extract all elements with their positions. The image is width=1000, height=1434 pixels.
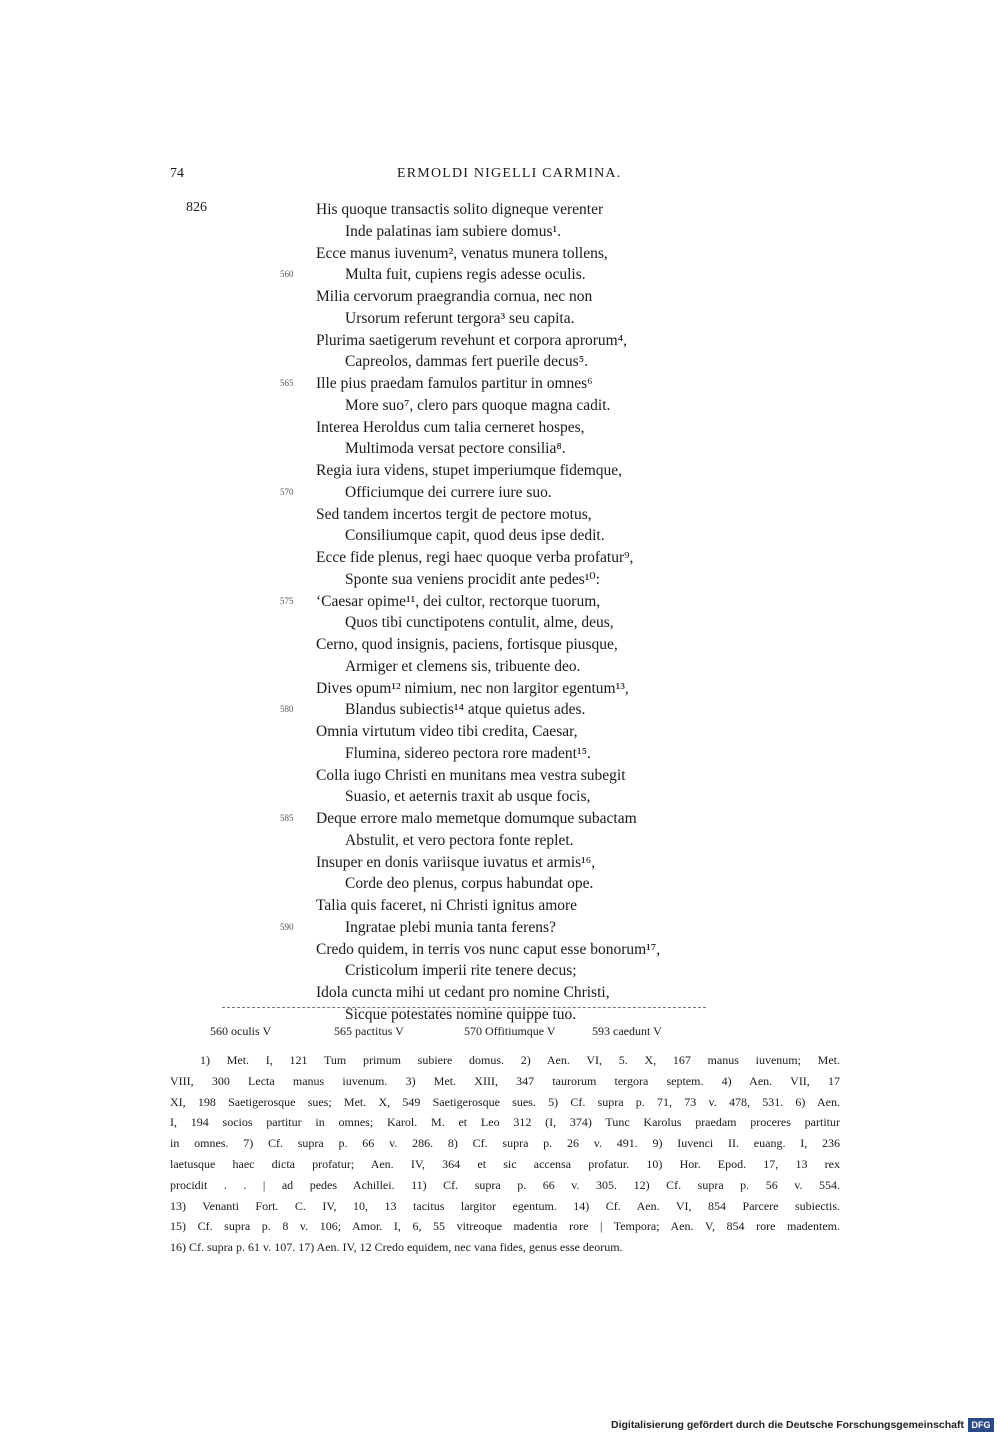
footnotes [170, 1050, 840, 1258]
verse-text: Milia cervorum praegrandia cornua, nec non [316, 288, 593, 305]
footnote-line: VIII, 300 Lecta manus iuvenum. 3) Met. XIII, 347 taurorum tergora septem. 4) Aen. VII, 17 [170, 1073, 840, 1088]
verse-text: Cerno, quod insignis, paciens, fortisque piusque, [316, 636, 618, 653]
verse-text: Sicque potestates nomine quippe tuo. [345, 1005, 577, 1023]
verse-text: Blandus subiectis¹⁴ atque quietus ades. [345, 701, 586, 719]
verse-text: Ecce fide plenus, regi haec quoque verba profatur⁹, [316, 549, 634, 566]
verse-text: Idola cuncta mihi ut cedant pro nomine Christi, [316, 984, 610, 1001]
verse-line [0, 286, 1000, 308]
verse-text: ‘Caesar opime¹¹, dei cultor, rectorque tuorum, [316, 592, 601, 610]
funding-notice: Digitalisierung gefördert durch die Deutsche Forschungsgemeinschaft [611, 1419, 964, 1431]
verse-line [0, 547, 1000, 569]
verse-text: Interea Heroldus cum talia cerneret hospes, [316, 418, 585, 436]
verse-text: Inde palatinas iam subiere domus¹. [345, 222, 561, 240]
footnote-line: 13) Venanti Fort. C. IV, 10, 13 tacitus largitor egentum. 14) Cf. Aen. VI, 854 Parcere subiectis. [170, 1198, 840, 1213]
verse-line [0, 221, 1000, 243]
verse-text: Officiumque dei currere iure suo. [345, 483, 552, 501]
verse-text: More suo⁷, clero pars quoque magna cadit. [345, 396, 611, 414]
footnote-line: XI, 198 Saetigerosque sues; Met. X, 549 Saetigerosque sues. 5) Cf. supra p. 71, 73 v. 478, 531. 6) Aen. [170, 1094, 840, 1109]
verse-line [0, 569, 1000, 591]
verse-text: Ille pius praedam famulos partitur in omnes⁶ [316, 375, 593, 392]
variant-reading: 593 caedunt V [592, 1024, 662, 1038]
verse-text: Ursorum referunt tergora³ seu capita. [345, 309, 575, 327]
verse-text: Armiger et clemens sis, tribuente deo. [345, 657, 581, 675]
verse-line [0, 634, 1000, 656]
verse-line [0, 504, 1000, 526]
verse-text: Capreolos, dammas fert puerile decus⁵. [345, 353, 588, 371]
line-number: 565 [280, 378, 294, 388]
verse-line [0, 373, 1000, 395]
variant-reading: 570 Offitiumque V [464, 1024, 556, 1038]
verse-line [0, 330, 1000, 352]
variant-reading: 560 oculis V [210, 1024, 272, 1038]
footnote-line: procidit . . | ad pedes Achillei. 11) Cf. supra p. 66 v. 305. 12) Cf. supra p. 56 v. 554. [170, 1177, 840, 1192]
verse-line [0, 808, 1000, 830]
verse-text: His quoque transactis solito digneque verenter [316, 201, 604, 218]
footnote-line: 16) Cf. supra p. 61 v. 107. 17) Aen. IV, 12 Credo equidem, nec vana fides, genus esse deorum. [170, 1240, 623, 1255]
running-head [170, 166, 640, 186]
footnote-line: laetusque haec dicta profatur; Aen. IV, 364 et sic accensa profatur. 10) Hor. Epod. 17, 13 rex [170, 1156, 840, 1171]
verse-text: Ecce manus iuvenum², venatus munera tollens, [316, 244, 608, 262]
line-number: 580 [280, 704, 294, 715]
line-number: 585 [280, 813, 294, 823]
verse-line [0, 917, 1000, 939]
verse-text: Credo quidem, in terris vos nunc caput esse bonorum¹⁷, [316, 940, 661, 958]
verse-line [0, 417, 1000, 439]
verse-line [0, 830, 1000, 852]
verse-text: Sponte sua veniens procidit ante pedes¹⁰: [345, 570, 600, 588]
verse-line [0, 438, 1000, 460]
verse-text: Talia quis faceret, ni Christi ignitus amore [316, 897, 578, 914]
verse-line [0, 612, 1000, 634]
verse-text: Multa fuit, cupiens regis adesse oculis. [345, 266, 586, 284]
verse-line [0, 852, 1000, 874]
verse-line [0, 982, 1000, 1004]
dfg-logo-icon: DFG [968, 1418, 994, 1432]
footnote-line: in omnes. 7) Cf. supra p. 66 v. 286. 8) Cf. supra p. 26 v. 491. 9) Iuvenci II. euang. I, 236 [170, 1136, 840, 1151]
verse-line [0, 351, 1000, 373]
verse-text: Flumina, sidereo pectora rore madent¹⁵. [345, 744, 591, 762]
verse-line [0, 525, 1000, 547]
verse-line [0, 721, 1000, 743]
footnote-line: 1) Met. I, 121 Tum primum subiere domus. 2) Aen. VI, 5. X, 167 manus iuvenum; Met. [200, 1053, 840, 1067]
verse-text: Colla iugo Christi en munitans mea vestra subegit [316, 766, 626, 784]
verse-line [0, 765, 1000, 787]
verse-line [0, 460, 1000, 482]
footnote-line: 15) Cf. supra p. 8 v. 106; Amor. I, 6, 55 vitreoque madentia rore | Tempora; Aen. V, 854 rore madentem. [170, 1219, 840, 1234]
verse-line [0, 656, 1000, 678]
verse-text: Abstulit, et vero pectora fonte replet. [345, 831, 574, 849]
verse-text: Deque errore malo memetque domumque subactam [316, 810, 637, 827]
verse-text: Regia iura videns, stupet imperiumque fidemque, [316, 462, 623, 479]
column-reference: 826 [186, 200, 207, 215]
verse-text: Omnia virtutum video tibi credita, Caesar, [316, 723, 578, 740]
verse-text: Consiliumque capit, quod deus ipse dedit. [345, 527, 605, 545]
book-title: ERMOLDI NIGELLI CARMINA. [397, 166, 622, 181]
verse-text: Insuper en donis variisque iuvatus et armis¹⁶, [316, 853, 596, 871]
verse-line [0, 591, 1000, 613]
verse-text: Corde deo plenus, corpus habundat ope. [345, 875, 594, 893]
verse-line [0, 395, 1000, 417]
variant-reading: 565 pactitus V [334, 1024, 404, 1038]
divider [222, 1007, 706, 1008]
variant-readings [210, 1024, 730, 1042]
verse-text: Ingratae plebi munia tanta ferens? [345, 918, 556, 936]
verse-text: Quos tibi cunctipotens contulit, alme, deus, [345, 614, 614, 632]
verse-line [0, 699, 1000, 721]
verse-text: Suasio, et aeternis traxit ab usque focis, [345, 788, 591, 806]
verse-line [0, 743, 1000, 765]
verse-text: Cristicolum imperii rite tenere decus; [345, 962, 577, 980]
verse-line [0, 678, 1000, 700]
footnote-line: I, 194 socios partitur in omnes; Karol. M. et Leo 312 (I, 374) Tunc Karolus praedam proceres partitur [170, 1115, 840, 1130]
verse-line [0, 895, 1000, 917]
verse-line [0, 199, 1000, 221]
verse-line [0, 960, 1000, 982]
verse-text: Sed tandem incertos tergit de pectore motus, [316, 505, 592, 523]
poem-verses [0, 199, 1000, 1026]
verse-line [0, 308, 1000, 330]
verse-line [0, 939, 1000, 961]
digitization-footer [600, 1417, 994, 1433]
verse-line [0, 264, 1000, 286]
verse-line [0, 482, 1000, 504]
line-number: 590 [280, 921, 294, 932]
verse-line [0, 786, 1000, 808]
verse-text: Plurima saetigerum revehunt et corpora aprorum⁴, [316, 331, 627, 349]
verse-text: Dives opum¹² nimium, nec non largitor egentum¹³, [316, 679, 629, 697]
verse-line [0, 873, 1000, 895]
verse-text: Multimoda versat pectore consilia⁸. [345, 440, 566, 458]
line-number: 575 [280, 595, 294, 606]
verse-line [0, 243, 1000, 265]
line-number: 560 [280, 269, 294, 280]
page-number: 74 [170, 166, 184, 181]
line-number: 570 [280, 486, 294, 497]
